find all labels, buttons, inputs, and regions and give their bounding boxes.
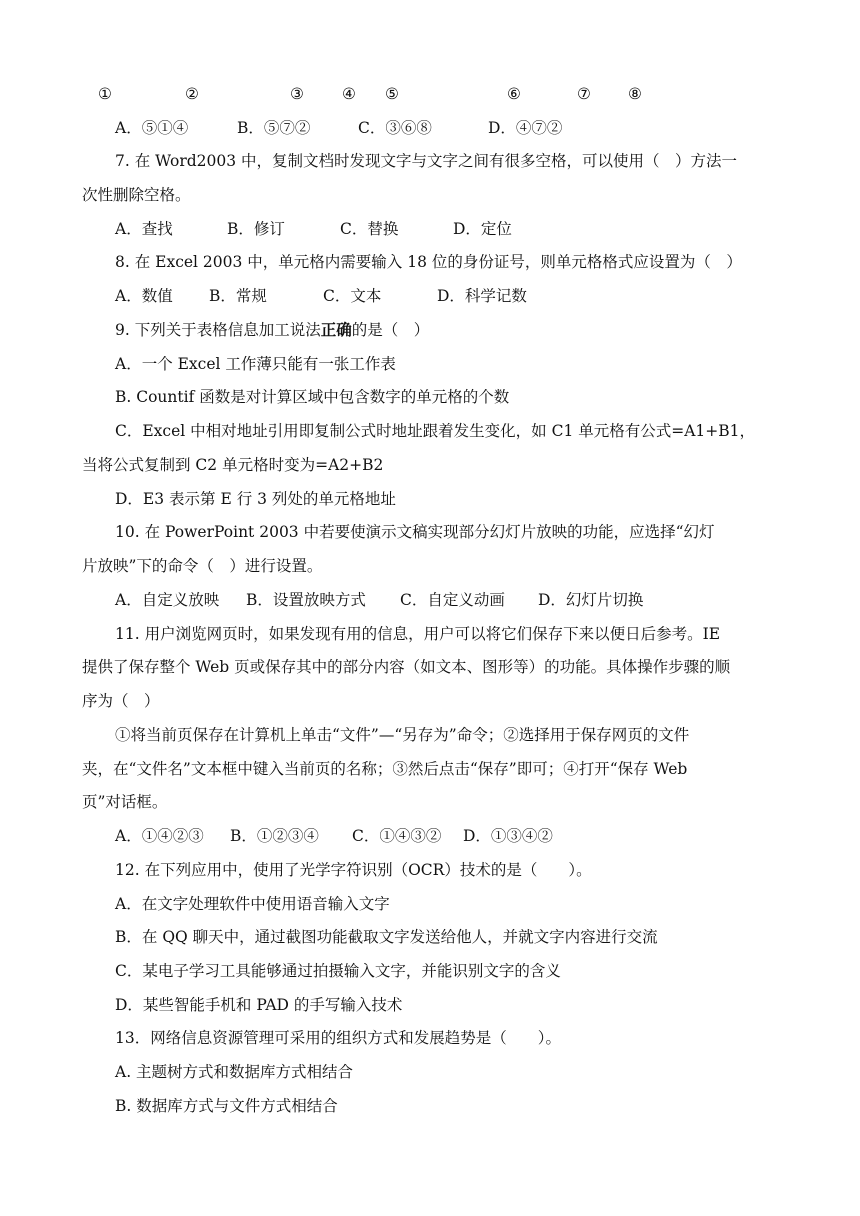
q10-option-d: D．幻灯片切换 — [538, 591, 644, 609]
q11-option-a: A．①④②③ — [115, 827, 204, 845]
q9-stem-after: 的是（ ） — [351, 321, 430, 339]
q6-option-c: C．③⑥⑧ — [358, 119, 432, 137]
q12-stem: 12. 在下列应用中，使用了光学字符识别（OCR）技术的是（ ）。 — [115, 861, 592, 879]
q12-option-d: D．某些智能手机和 PAD 的手写输入技术 — [115, 996, 403, 1014]
q9-option-d: D．E3 表示第 E 行 3 列处的单元格地址 — [115, 490, 396, 508]
circled-marker-row — [0, 84, 860, 106]
q9-stem-before: 9. 下列关于表格信息加工说法 — [115, 321, 321, 339]
q12-option-c: C．某电子学习工具能够通过拍摄输入文字，并能识别文字的含义 — [115, 962, 561, 980]
q11-stem-line1: 11. 用户浏览网页时，如果发现有用的信息，用户可以将它们保存下来以便日后参考。IE — [115, 625, 721, 643]
q9-option-a: A．一个 Excel 工作薄只能有一张工作表 — [115, 355, 396, 373]
q7-options — [115, 219, 715, 239]
q11-stem-line2: 提供了保存整个 Web 页或保存其中的部分内容（如文本、图形等）的功能。具体操作步骤的顺 — [82, 658, 731, 676]
q7-option-d: D．定位 — [453, 220, 512, 238]
q7-option-a: A．查找 — [115, 220, 173, 238]
q11-steps-line1: ①将当前页保存在计算机上单击“文件”—“另存为”命令；②选择用于保存网页的文件 — [115, 726, 690, 744]
q7-option-c: C．替换 — [340, 220, 399, 238]
q9-stem-emphasis: 正确 — [320, 320, 352, 339]
q12-option-a: A．在文字处理软件中使用语音输入文字 — [115, 895, 390, 913]
q8-stem: 8. 在 Excel 2003 中，单元格内需要输入 18 位的身份证号，则单元格格式应设置为（ ） — [115, 253, 742, 271]
q11-option-d: D．①③④② — [463, 827, 553, 845]
circled-marker: ③ — [290, 85, 304, 103]
q10-option-a: A．自定义放映 — [115, 591, 220, 609]
q9-stem — [115, 320, 429, 340]
q13-option-a: A. 主题树方式和数据库方式相结合 — [115, 1063, 354, 1081]
q6-option-a: A．⑤①④ — [115, 119, 189, 137]
q6-option-d: D．④⑦② — [488, 119, 563, 137]
q11-steps-line2: 夹，在“文件名”文本框中键入当前页的名称；③然后点击“保存”即可；④打开“保存 Web — [82, 760, 688, 778]
q10-stem-line2: 片放映”下的命令（ ）进行设置。 — [82, 557, 323, 575]
circled-marker: ④ — [342, 85, 356, 103]
q9-option-c-line1: C．Excel 中相对地址引用即复制公式时地址跟着发生变化，如 C1 单元格有公式=A1+B1， — [115, 422, 756, 440]
q11-option-b: B．①②③④ — [230, 827, 319, 845]
q9-option-c-line2: 当将公式复制到 C2 单元格时变为=A2+B2 — [82, 456, 384, 474]
circled-marker: ⑥ — [507, 85, 521, 103]
q10-option-b: B．设置放映方式 — [246, 591, 366, 609]
q7-option-b: B．修订 — [227, 220, 285, 238]
q11-steps-line3: 页”对话框。 — [82, 793, 168, 811]
q7-stem-line1: 7. 在 Word2003 中，复制文档时发现文字与文字之间有很多空格，可以使用（ ）方法一 — [115, 152, 738, 170]
q11-stem-line3: 序为（ ） — [82, 692, 160, 710]
q8-option-b: B．常规 — [209, 287, 267, 305]
circled-marker: ⑤ — [385, 85, 399, 103]
q8-options — [115, 286, 715, 306]
circled-marker: ⑧ — [628, 85, 642, 103]
q8-option-d: D．科学记数 — [437, 287, 527, 305]
q12-option-b: B．在 QQ 聊天中，通过截图功能截取文字发送给他人，并就文字内容进行交流 — [115, 928, 658, 946]
q10-stem-line1: 10. 在 PowerPoint 2003 中若要使演示文稿实现部分幻灯片放映的功能，应选择“幻灯 — [115, 523, 715, 541]
q10-options — [115, 590, 715, 610]
q8-option-a: A．数值 — [115, 287, 173, 305]
q6-options — [115, 118, 715, 138]
q7-stem-line2: 次性删除空格。 — [82, 186, 191, 204]
q13-option-b: B. 数据库方式与文件方式相结合 — [115, 1097, 338, 1115]
q10-option-c: C．自定义动画 — [400, 591, 505, 609]
q11-option-c: C．①④③② — [352, 827, 442, 845]
circled-marker: ① — [98, 85, 112, 103]
circled-marker: ② — [185, 85, 199, 103]
q9-option-b: B. Countif 函数是对计算区域中包含数字的单元格的个数 — [115, 388, 510, 406]
q13-stem: 13．网络信息资源管理可采用的组织方式和发展趋势是（ ）。 — [115, 1029, 561, 1047]
q11-options — [115, 826, 715, 846]
circled-marker: ⑦ — [577, 85, 591, 103]
q6-option-b: B．⑤⑦② — [237, 119, 311, 137]
q8-option-c: C．文本 — [323, 287, 382, 305]
